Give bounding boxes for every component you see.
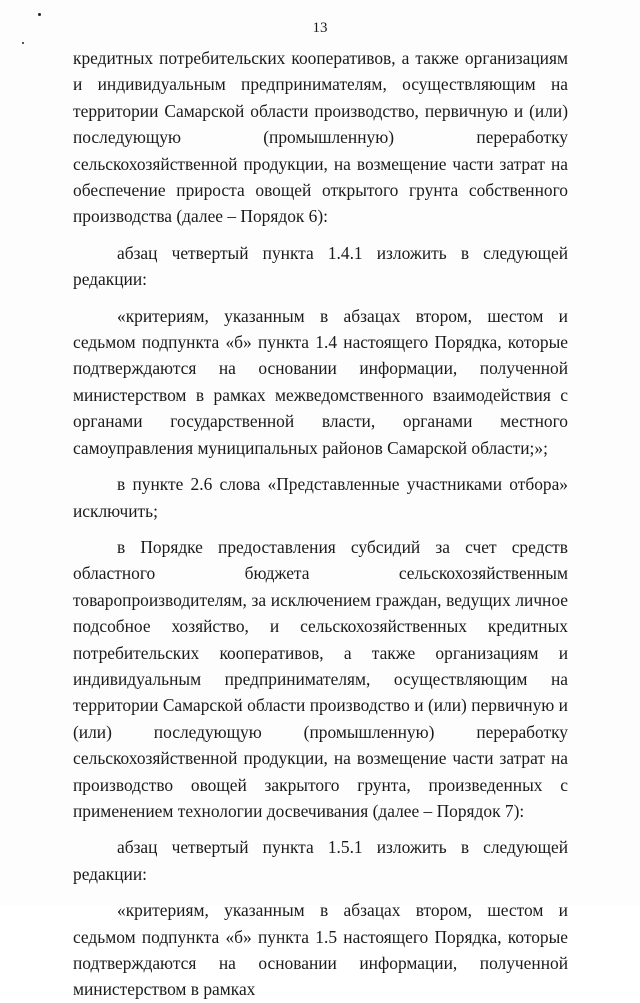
page-number: 13 xyxy=(312,20,328,36)
paragraph-exclusion: в пункте 2.6 слова «Представленные участниками отбора» исключить; xyxy=(73,474,568,521)
paragraph-amendment-instruction: абзац четвертый пункта 1.4.1 изложить в следующей редакции: xyxy=(73,242,568,290)
scan-speck xyxy=(22,42,24,44)
paragraph-continuation: кредитных потребительских кооперативов, а также организациям и индивидуальным предпринимателям, осуществляющим на территории Самарской области производство, первичную и (или) последующую (промышленную) переработку сельскохозяйственной продукции, на возмещение части затрат на обеспечение прироста овощей открытого грунта собственного производства (далее – Порядок 6): xyxy=(73,48,568,227)
paragraph-order-7: в Порядке предоставления субсидий за счет средств областного бюджета сельскохозяйственным товаропроизводителям, за исключением граждан, ведущих личное подсобное хозяйство, и сельскохозяйственных кредитных потребительских кооперативов, а также организациям и индивидуальным предпринимателям, осуществляющим на территории Самарской области производство и (или) первичную и (или) последующую (промышленную) переработку сельскохозяйственной продукции, на возмещение части затрат на производство овощей закрытого грунта, произведенных с применением технологии досвечивания (далее – Порядок 7): xyxy=(73,536,568,821)
scan-speck xyxy=(38,13,41,16)
document-body xyxy=(73,45,568,1003)
paragraph-amendment-text: «критериям, указанным в абзацах втором, шестом и седьмом подпункта «б» пункта 1.4 настоящего Порядка, которые подтверждаются на основании информации, полученной министерством в рамках межведомственного взаимодействия с органами государственной власти, органами местного самоуправления муниципальных районов Самарской области;»; xyxy=(73,305,568,458)
paragraph-amendment-instruction-2: абзац четвертый пункта 1.5.1 изложить в следующей редакции: xyxy=(73,837,568,884)
paragraph-amendment-text-2: «критериям, указанным в абзацах втором, шестом и седьмом подпункта «б» пункта 1.5 настоящего Порядка, которые подтверждаются на основании информации, полученной министерством в рамках xyxy=(73,900,568,1000)
